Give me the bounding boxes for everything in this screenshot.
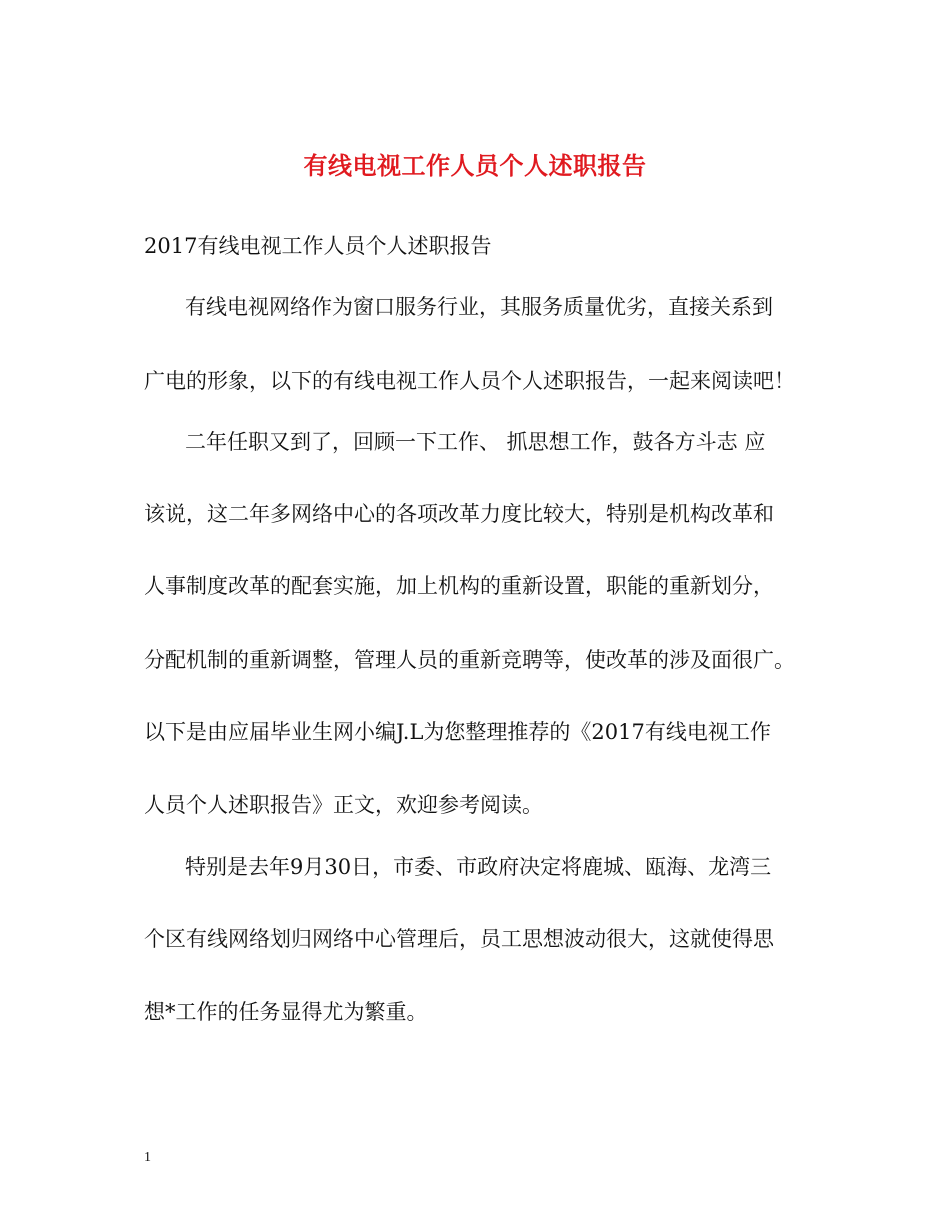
paragraph-line: 分配机制的重新调整，管理人员的重新竞聘等，使改革的涉及面很广。 bbox=[144, 648, 795, 672]
paragraph-line: 广电的形象，以下的有线电视工作人员个人述职报告，一起来阅读吧！ bbox=[144, 369, 795, 393]
paragraph-line: 以下是由应届毕业生网小编J.L为您整理推荐的《2017有线电视工作 bbox=[144, 720, 771, 744]
paragraph-line: 二年任职又到了，回顾一下工作、 抓思想工作，鼓各方斗志 应 bbox=[185, 430, 766, 454]
paragraph-line: 人员个人述职报告》正文，欢迎参考阅读。 bbox=[144, 793, 543, 817]
document-title: 有线电视工作人员个人述职报告 bbox=[303, 151, 647, 180]
paragraph-line: 人事制度改革的配套实施，加上机构的重新设置，职能的重新划分， bbox=[144, 574, 774, 598]
page-number: 1 bbox=[144, 1150, 151, 1165]
paragraph-line: 特别是去年9月30日，市委、市政府决定将鹿城、瓯海、龙湾三 bbox=[185, 855, 772, 879]
paragraph-line: 该说，这二年多网络中心的各项改革力度比较大，特别是机构改革和 bbox=[144, 502, 774, 526]
paragraph-line: 想*工作的任务显得尤为繁重。 bbox=[144, 1000, 428, 1024]
document-subtitle: 2017有线电视工作人员个人述职报告 bbox=[144, 234, 492, 258]
paragraph-line: 个区有线网络划归网络中心管理后，员工思想波动很大，这就使得思 bbox=[144, 927, 774, 951]
paragraph-line: 有线电视网络作为窗口服务行业，其服务质量优劣，直接关系到 bbox=[185, 295, 773, 319]
